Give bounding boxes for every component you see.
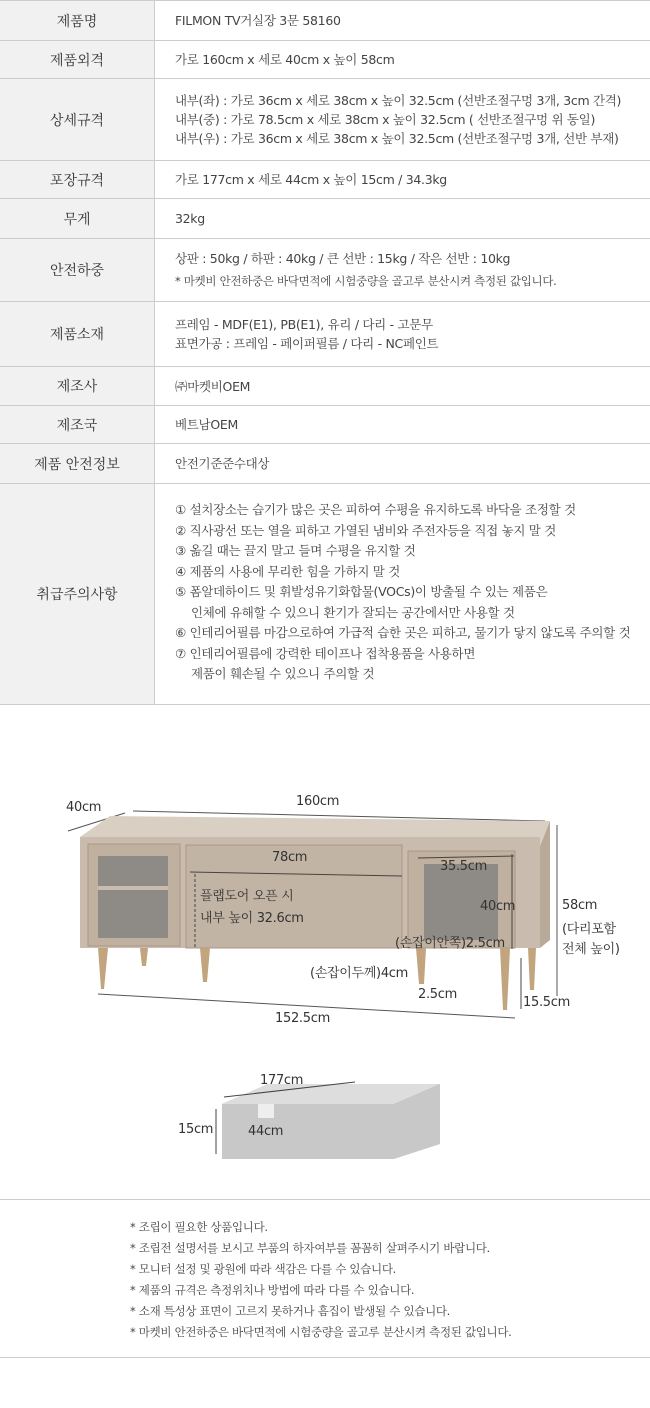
- spec-label: 포장규격: [0, 161, 155, 198]
- note-item: * 조립전 설명서를 보시고 부품의 하자여부를 꼼꼼히 살펴주시기 바랍니다.: [130, 1241, 490, 1255]
- note-item: * 모니터 설정 및 광원에 따라 색감은 다를 수 있습니다.: [130, 1262, 396, 1276]
- width-label: 160cm: [296, 794, 340, 809]
- spec-value-line: 32kg: [175, 211, 205, 226]
- spec-row: [0, 161, 650, 199]
- spec-value: [155, 79, 650, 160]
- spec-value-line: ③ 옮길 때는 끌지 말고 들며 수평을 유지할 것: [175, 543, 416, 558]
- spec-value: [155, 444, 650, 483]
- spec-value-line: ① 설치장소는 습기가 많은 곳은 피하여 수평을 유지하도록 바닥을 조정할 것: [175, 502, 576, 517]
- divider: [0, 1357, 650, 1358]
- depth-label: 40cm: [66, 800, 102, 815]
- spec-row: [0, 41, 650, 79]
- spec-label: 제품명: [0, 1, 155, 40]
- spec-value: [155, 484, 650, 704]
- spec-label: 취급주의사항: [0, 484, 155, 704]
- flap-label-1: 플랩도어 오픈 시: [200, 889, 294, 904]
- box-height-label: 15cm: [178, 1122, 214, 1137]
- spec-value-line: 상판 : 50kg / 하판 : 40kg / 큰 선반 : 15kg / 작은 선반 : 10kg: [175, 251, 511, 266]
- leg-height-label: 15.5cm: [523, 995, 570, 1010]
- spec-value-line: 프레임 - MDF(E1), PB(E1), 유리 / 다리 - 고문무: [175, 317, 433, 332]
- right-height-label: 40cm: [480, 899, 516, 914]
- handle-inner-label: (손잡이안쪽)2.5cm: [395, 936, 505, 951]
- flap-label-2: 내부 높이 32.6cm: [200, 911, 304, 926]
- note-item: * 제품의 규격은 측정위치나 방법에 따라 다를 수 있습니다.: [130, 1283, 415, 1297]
- spec-label: 제품외격: [0, 41, 155, 78]
- spec-value: [155, 367, 650, 405]
- right-width-label: 35.5cm: [440, 859, 487, 874]
- spec-row: [0, 302, 650, 367]
- spec-value-line: ⑥ 인테리어필름 마감으로하여 가급적 습한 곳은 피하고, 물기가 닿지 않도록 주의할 것: [175, 625, 631, 640]
- spec-value-line: 내부(우) : 가로 36cm x 세로 38cm x 높이 32.5cm (선반조절구멍 3개, 선반 부재): [175, 131, 619, 146]
- spec-label: 제조사: [0, 367, 155, 405]
- spec-value-line: ② 직사광선 또는 열을 피하고 가열된 냄비와 주전자등을 직접 놓지 말 것: [175, 522, 557, 538]
- spec-value-line: ㈜마켓비OEM: [175, 378, 251, 394]
- dimension-diagram: [0, 704, 650, 1200]
- spec-value: [155, 1, 650, 40]
- notes-list: [130, 1217, 512, 1343]
- spec-value-line: 안전기준준수대상: [175, 456, 270, 471]
- spec-value-line: 제품이 훼손될 수 있으니 주의할 것: [191, 666, 375, 681]
- spec-value-line: 가로 160cm x 세로 40cm x 높이 58cm: [175, 52, 395, 67]
- spec-label: 제품 안전정보: [0, 444, 155, 483]
- spec-value: [155, 302, 650, 366]
- spec-label: 제조국: [0, 406, 155, 443]
- spec-row: [0, 406, 650, 444]
- note-item: * 소재 특성상 표면이 고르지 못하거나 흠집이 발생될 수 있습니다.: [130, 1304, 451, 1318]
- spec-row: [0, 367, 650, 406]
- bottom-width-label: 152.5cm: [275, 1011, 330, 1026]
- box-width-label: 177cm: [260, 1073, 304, 1088]
- spec-value-line: ⑤ 폼알데하이드 및 휘발성유기화합물(VOCs)이 방출될 수 있는 제품은: [175, 584, 548, 599]
- height-note-1: (다리포함: [562, 922, 616, 937]
- furniture-illustration: [0, 704, 650, 1200]
- spec-label: 상세규격: [0, 79, 155, 160]
- spec-value: [155, 41, 650, 78]
- spec-value: [155, 406, 650, 443]
- spec-value: [155, 239, 650, 301]
- height-label: 58cm: [562, 898, 598, 913]
- spec-value-line: 베트남OEM: [175, 417, 238, 432]
- handle-thickness-label: (손잡이두께)4cm: [310, 966, 409, 981]
- spec-value-line: ⑦ 인테리어필름에 강력한 테이프나 접착용품을 사용하면: [175, 645, 476, 661]
- spec-value-line: 내부(좌) : 가로 36cm x 세로 38cm x 높이 32.5cm (선반조절구멍 3개, 3cm 간격): [175, 93, 622, 108]
- note-item: * 조립이 필요한 상품입니다.: [130, 1220, 268, 1234]
- spec-value-line: FILMON TV거실장 3문 58160: [175, 13, 341, 28]
- spec-row: [0, 484, 650, 705]
- spec-label: 제품소재: [0, 302, 155, 366]
- height-note-2: 전체 높이): [562, 942, 620, 957]
- spec-value-line: * 마켓비 안전하중은 바닥면적에 시험중량을 골고루 분산시켜 측정된 값입니다.: [175, 274, 557, 288]
- spec-label: 안전하중: [0, 239, 155, 301]
- spec-row: [0, 79, 650, 161]
- spec-value-line: 가로 177cm x 세로 44cm x 높이 15cm / 34.3kg: [175, 172, 447, 187]
- spec-value-line: ④ 제품의 사용에 무리한 힘을 가하지 말 것: [175, 563, 401, 579]
- leg-width-label: 2.5cm: [418, 987, 457, 1002]
- spec-row: [0, 199, 650, 239]
- note-item: * 마켓비 안전하중은 바닥면적에 시험중량을 골고루 분산시켜 측정된 값입니다.: [130, 1325, 512, 1339]
- spec-value-line: 표면가공 : 프레임 - 페이퍼필름 / 다리 - NC페인트: [175, 336, 439, 351]
- spec-label: 무게: [0, 199, 155, 238]
- spec-value-line: 내부(중) : 가로 78.5cm x 세로 38cm x 높이 32.5cm ( 선반조절구멍 위 동일): [175, 112, 596, 127]
- spec-row: [0, 444, 650, 484]
- spec-value: [155, 161, 650, 198]
- box-depth-label: 44cm: [248, 1124, 284, 1139]
- spec-row: [0, 1, 650, 41]
- spec-row: [0, 239, 650, 302]
- spec-value: [155, 199, 650, 238]
- spec-value-line: 인체에 유해할 수 있으니 환기가 잘되는 공간에서만 사용할 것: [191, 604, 515, 620]
- middle-width-label: 78cm: [272, 850, 308, 865]
